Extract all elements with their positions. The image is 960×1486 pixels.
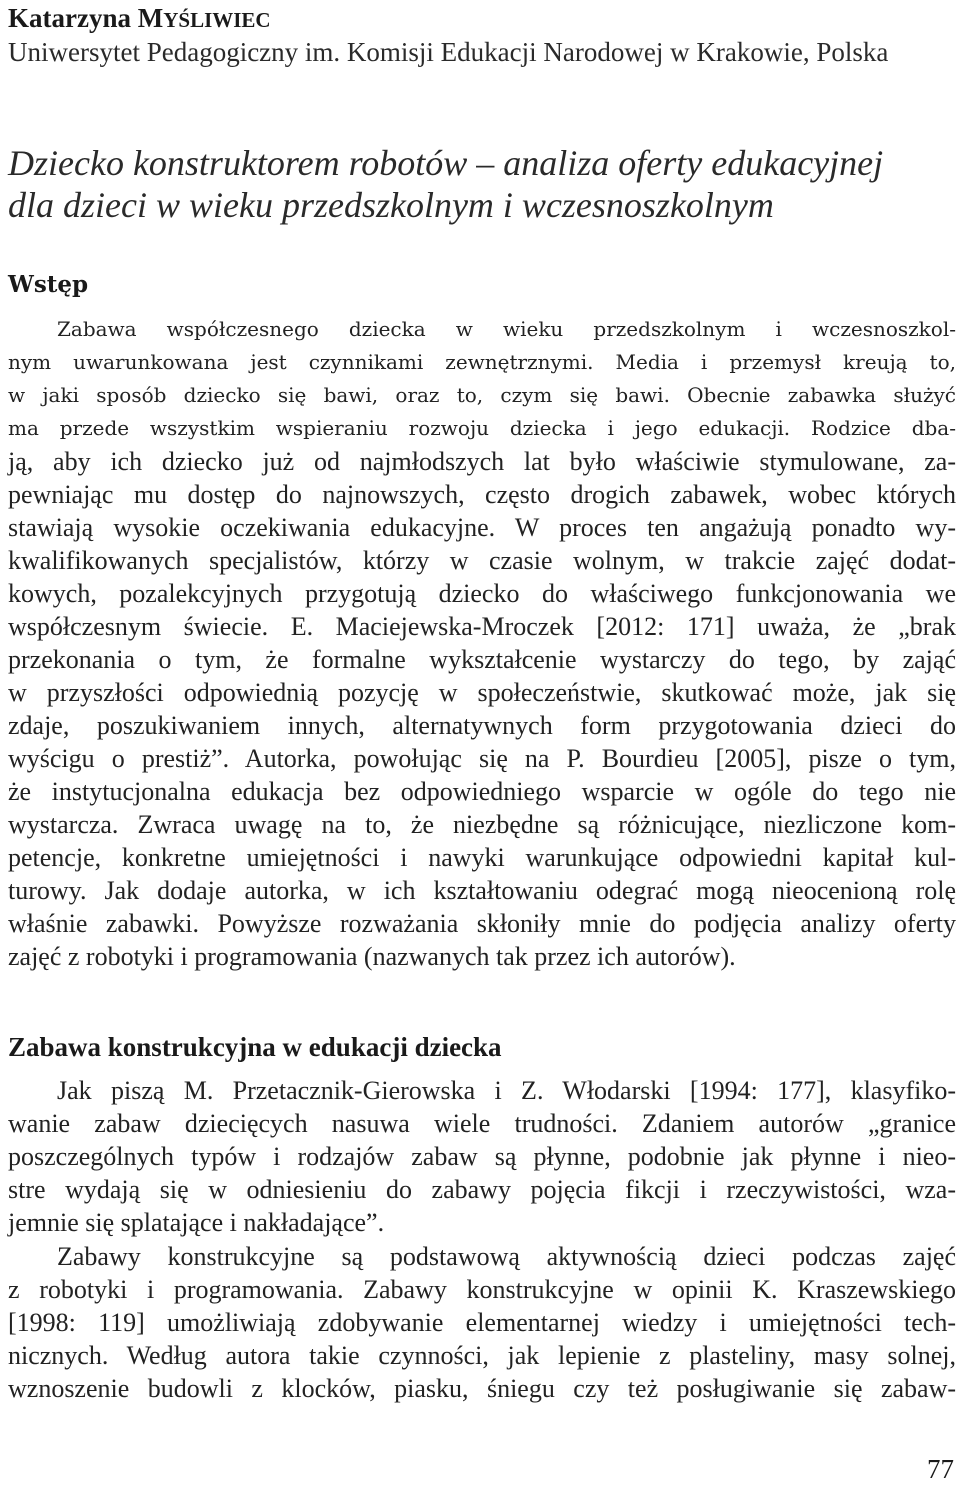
- author-first-name: Katarzyna: [8, 3, 131, 33]
- text-line: wanie zabaw dziecięcych nasuwa wiele trudności. Zdaniem autorów „granice: [8, 1109, 956, 1138]
- text-line: nicznych. Według autora takie czynności, jak lepienie z plasteliny, masy solnej,: [8, 1341, 956, 1370]
- text-line: wyścigu o prestiż”. Autorka, powołując się na P. Bourdieu [2005], pisze o tym,: [8, 744, 956, 773]
- author-last-rest: YŚLIWIEC: [163, 8, 271, 32]
- title-line: dla dzieci w wieku przedszkolnym i wczesnoszkolnym: [8, 185, 774, 225]
- text-line: nym uwarunkowana jest czynnikami zewnętrznymi. Media i przemysł kreują to,: [8, 350, 956, 374]
- text-line: ma przede wszystkim wspieraniu rozwoju dziecka i jego edukacji. Rodzice dba-: [8, 416, 956, 440]
- intro-heading: Wstęp: [8, 271, 89, 298]
- text-line: pewniając mu dostęp do najnowszych, często drogich zabawek, wobec których: [8, 480, 956, 509]
- text-line: poszczególnych typów i rodzajów zabaw są płynne, podobnie jak płynne i nieo-: [8, 1142, 956, 1171]
- text-line: wystarcza. Zwraca uwagę na to, że niezbędne są różnicujące, niezliczone kom-: [8, 810, 956, 839]
- text-line: że instytucjonalna edukacja bez odpowiedniego wsparcie w ogóle do tego nie: [8, 777, 956, 806]
- section-paragraph-2: [8, 1240, 956, 1405]
- text-line: Jak piszą M. Przetacznik-Gierowska i Z. Włodarski [1994: 177], klasyfiko-: [57, 1076, 956, 1105]
- text-line: w przyszłości odpowiednią pozycję w społeczeństwie, skutkować może, jak się: [8, 678, 956, 707]
- text-line: stawiają wysokie oczekiwania edukacyjne. W proces ten angażują ponadto wy-: [8, 513, 956, 542]
- article-title: [8, 142, 883, 226]
- text-line: właśnie zabawki. Powyższe rozważania skłoniły mnie do podjęcia analizy oferty: [8, 909, 956, 938]
- text-line: ją, aby ich dziecko już od najmłodszych lat było właściwie stymulowane, za-: [8, 447, 956, 476]
- text-line: przekonania o tym, że formalne wykształcenie wystarczy do tego, by zająć: [8, 645, 956, 674]
- text-line: Zabawy konstrukcyjne są podstawową aktywnością dzieci podczas zajęć: [57, 1242, 956, 1271]
- text-line: petencje, konkretne umiejętności i nawyki warunkujące odpowiedni kapitał kul-: [8, 843, 956, 872]
- text-line: [1998: 119] umożliwiają zdobywanie elementarnej wiedzy i umiejętności tech-: [8, 1308, 956, 1337]
- page-number: 77: [927, 1454, 954, 1484]
- text-line: turowy. Jak dodaje autorka, w ich kształtowaniu odegrać mogą nieocenioną rolę: [8, 876, 956, 905]
- intro-paragraph-continued: [8, 445, 956, 973]
- text-line: zdaje, poszukiwaniem innych, alternatywnych form przygotowania dzieci do: [8, 711, 956, 740]
- intro-paragraph: [8, 313, 956, 445]
- text-line: stre wydają się w odniesieniu do zabawy pojęcia fikcji i rzeczywistości, wza-: [8, 1175, 956, 1204]
- section-paragraph-1: [8, 1074, 956, 1239]
- text-line: współczesnym świecie. E. Maciejewska-Mroczek [2012: 171] uważa, że „brak: [8, 612, 956, 641]
- text-line: w jaki sposób dziecko się bawi, oraz to, czym się bawi. Obecnie zabawka służyć: [8, 383, 956, 407]
- text-line: z robotyki i programowania. Zabawy konstrukcyjne w opinii K. Kraszewskiego: [8, 1275, 956, 1304]
- author-last-initial: M: [137, 3, 164, 33]
- text-line: Zabawa współczesnego dziecka w wieku przedszkolnym i wczesnoszkol-: [57, 317, 956, 341]
- author-name: [8, 2, 271, 36]
- text-line: kwalifikowanych specjalistów, którzy w czasie wolnym, w trakcie zajęć dodat-: [8, 546, 956, 575]
- text-line: zajęć z robotyki i programowania (nazwanych tak przez ich autorów).: [8, 942, 736, 971]
- section-heading: Zabawa konstrukcyjna w edukacji dziecka: [8, 1032, 502, 1062]
- title-line: Dziecko konstruktorem robotów – analiza oferty edukacyjnej: [8, 143, 884, 183]
- text-line: jemnie się splatające i nakładające”.: [8, 1208, 385, 1237]
- text-line: kowych, pozalekcyjnych przygotują dziecko do właściwego funkcjonowania we: [8, 579, 956, 608]
- author-affiliation: Uniwersytet Pedagogiczny im. Komisji Edukacji Narodowej w Krakowie, Polska: [8, 37, 889, 67]
- text-line: wznoszenie budowli z klocków, piasku, śniegu czy też posługiwanie się zabaw-: [8, 1374, 956, 1403]
